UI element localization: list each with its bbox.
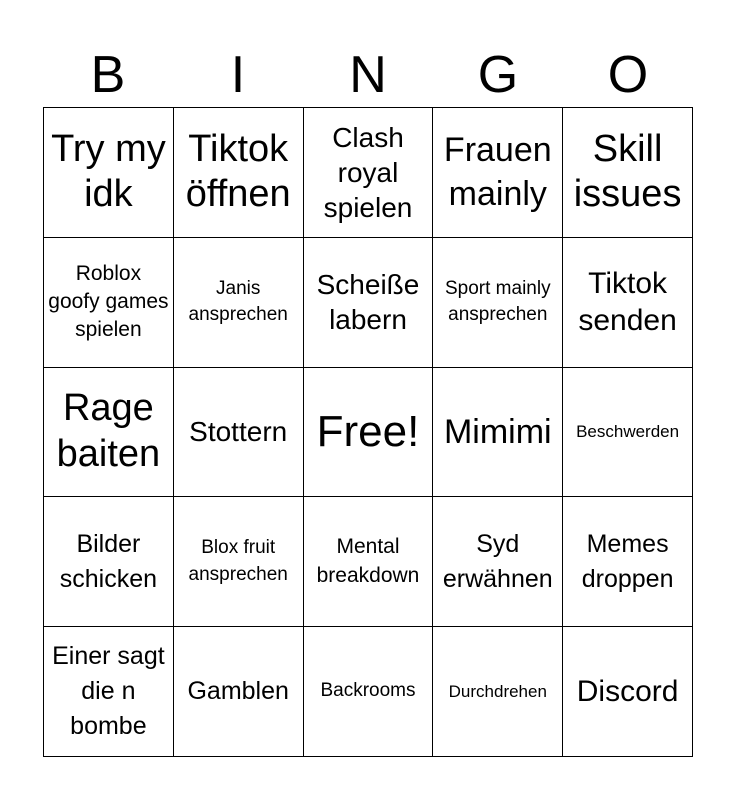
bingo-cell[interactable]	[44, 627, 174, 757]
cell-label: Mental breakdown	[316, 535, 420, 587]
bingo-cell[interactable]	[563, 108, 693, 238]
cell-label: Sport mainly ansprechen	[444, 277, 551, 326]
bingo-cell[interactable]	[304, 108, 434, 238]
cell-label: Try my idk	[51, 127, 166, 216]
cell-label: Tiktok senden	[578, 266, 677, 338]
bingo-cell[interactable]	[44, 238, 174, 368]
cell-label: Scheiße labern	[316, 269, 420, 336]
cell-label: Memes droppen	[581, 529, 674, 593]
bingo-header	[43, 44, 693, 106]
bingo-cell[interactable]	[433, 627, 563, 757]
bingo-cell[interactable]	[304, 627, 434, 757]
bingo-cell[interactable]	[304, 497, 434, 627]
bingo-cell[interactable]	[174, 238, 304, 368]
cell-label: Einer sagt die n bombe	[52, 642, 165, 741]
cell-label: Durchdrehen	[448, 681, 547, 701]
cell-label: Clash royal spielen	[323, 121, 413, 223]
bingo-cell[interactable]	[433, 497, 563, 627]
cell-label: Mimimi	[443, 412, 552, 451]
bingo-cell[interactable]	[44, 368, 174, 498]
bingo-cell[interactable]	[174, 108, 304, 238]
free-space-label: Free!	[316, 406, 420, 456]
header-letter-o: O	[607, 46, 649, 104]
cell-label: Beschwerden	[576, 422, 680, 442]
bingo-cell[interactable]	[174, 368, 304, 498]
cell-label: Discord	[576, 674, 679, 708]
header-letter-b: B	[90, 46, 126, 104]
bingo-cell[interactable]	[563, 238, 693, 368]
bingo-board	[43, 107, 693, 757]
cell-label: Janis ansprechen	[188, 277, 288, 326]
bingo-cell[interactable]	[174, 497, 304, 627]
free-space-cell[interactable]	[304, 368, 434, 498]
cell-label: Rage baiten	[56, 387, 161, 475]
bingo-cell[interactable]	[44, 108, 174, 238]
cell-label: Stottern	[189, 416, 288, 448]
cell-label: Blox fruit ansprechen	[188, 537, 288, 585]
cell-label: Roblox goofy games spielen	[48, 261, 169, 342]
bingo-cell[interactable]	[174, 627, 304, 757]
header-letter-g: G	[477, 46, 519, 104]
bingo-cell[interactable]	[304, 238, 434, 368]
bingo-cell[interactable]	[44, 497, 174, 627]
bingo-cell[interactable]	[433, 108, 563, 238]
cell-label: Gamblen	[187, 677, 289, 706]
cell-label: Bilder schicken	[59, 529, 158, 593]
bingo-cell[interactable]	[563, 497, 693, 627]
bingo-cell[interactable]	[563, 368, 693, 498]
bingo-cell[interactable]	[433, 368, 563, 498]
header-letter-i: I	[230, 46, 246, 104]
cell-label: Tiktok öffnen	[185, 127, 291, 216]
header-letter-n: N	[349, 46, 387, 104]
cell-label: Skill issues	[573, 127, 682, 216]
cell-label: Syd erwähnen	[442, 529, 553, 593]
cell-label: Frauen mainly	[443, 131, 552, 214]
cell-label: Backrooms	[320, 680, 416, 702]
bingo-cell[interactable]	[563, 627, 693, 757]
bingo-cell[interactable]	[433, 238, 563, 368]
